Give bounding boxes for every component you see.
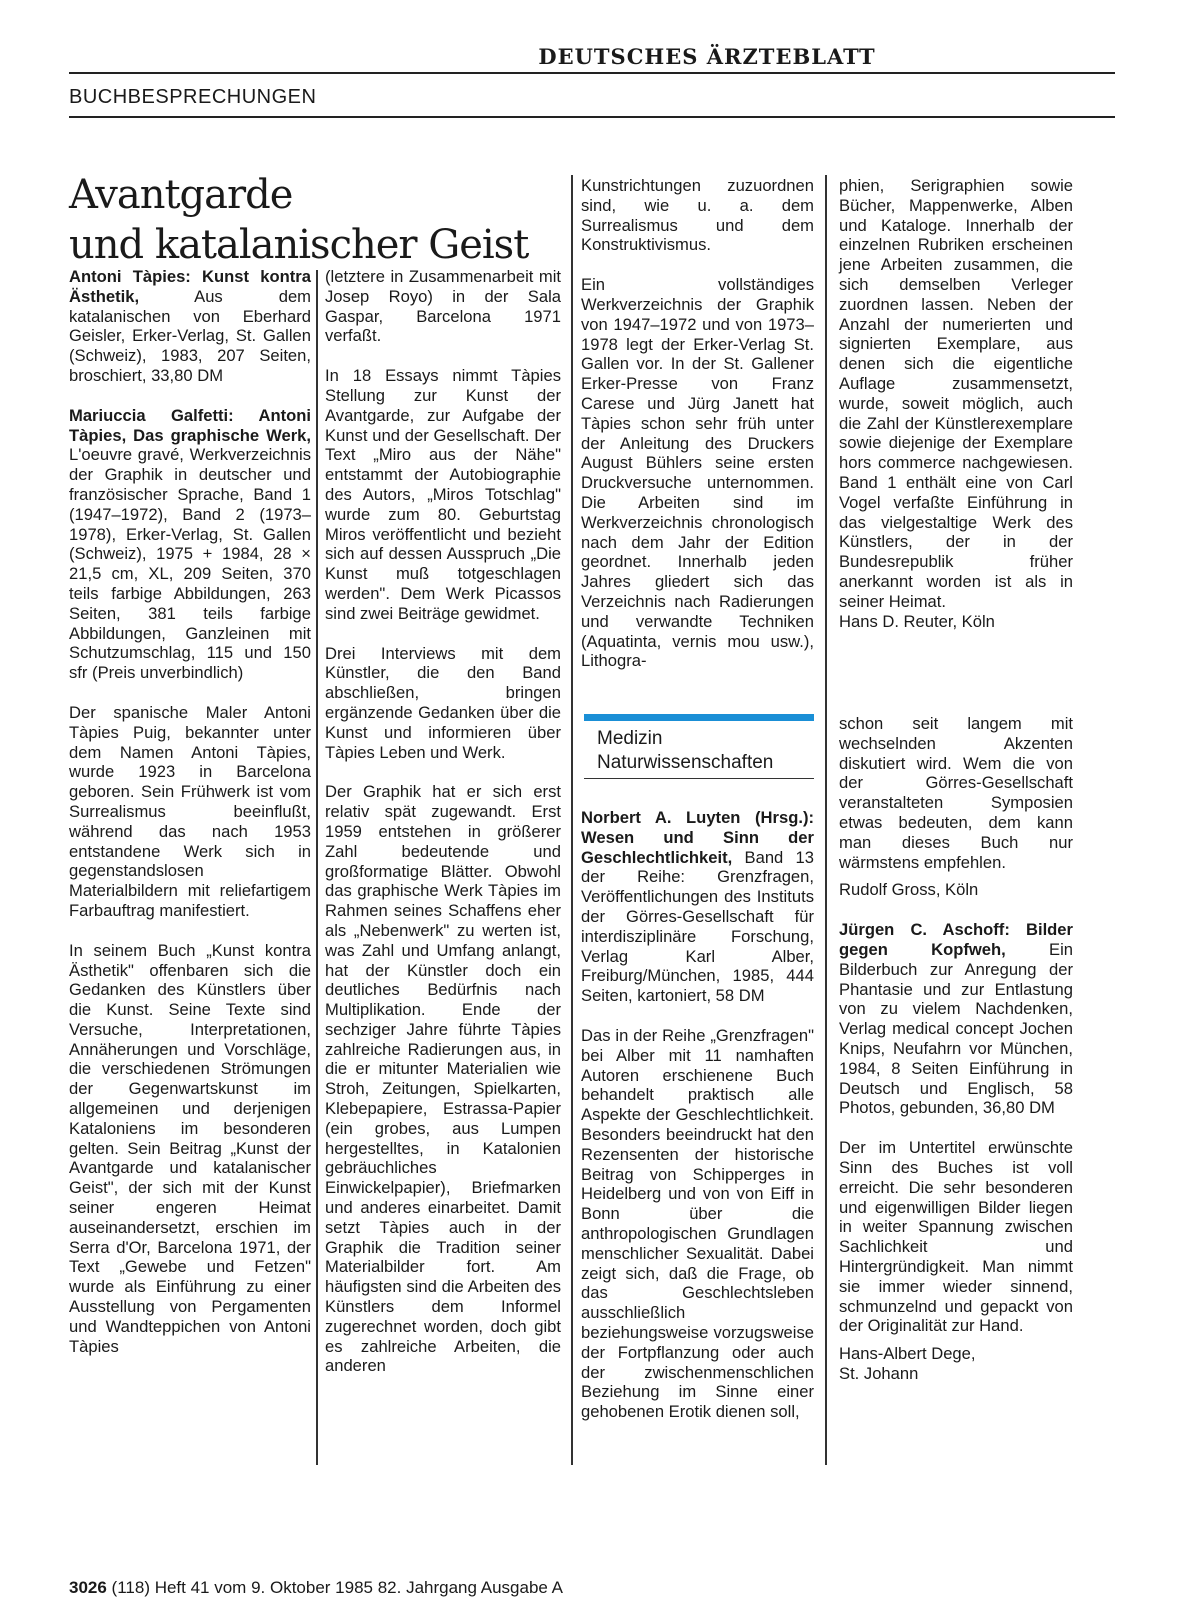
book-details: Band 13 der Reihe: Grenzfragen, Veröffentlichungen des Instituts der Görres-Gesellschaft für interdisziplinäre Forschung, Verlag Karl Alber, Freiburg/München, 1985, 444 Seiten, kartoniert, 58 DM: [581, 847, 814, 1006]
column-4: [839, 176, 1073, 651]
column-divider: [571, 175, 573, 1465]
title-line-1: Avantgarde: [69, 172, 293, 218]
book-details: Aus dem katalanischen von Eberhard Geisler, Erker-Verlag, St. Gallen (Schweiz), 1983, 207 Seiten, broschiert, 33,80 DM: [69, 286, 311, 385]
column-4-lower: [839, 714, 1073, 1384]
paragraph: Drei Interviews mit dem Künstler, die den Band abschließen, bringen ergänzende Gedanken über die Kunst und informieren über Tàpies Leben und Werk.: [325, 643, 561, 762]
column-1: [69, 267, 311, 1376]
paragraph: In 18 Essays nimmt Tàpies Stellung zur Kunst der Avantgarde, zur Aufgabe der Kunst und der Gesellschaft. Der Text „Miro aus der Nähe" entstammt der Autobiographie des Autors, „Miros Totschlag" wurde zum 80. Geburtstag Miros veröffentlicht und bezieht sich auf dessen Ausspruch „Die Kunst muß totgeschlagen werden". Dem Werk Picassos sind zwei Beiträge gewidmet.: [325, 366, 561, 623]
book-entry-luyten: [581, 808, 814, 1006]
paragraph: phien, Serigraphien sowie Bücher, Mappenwerke, Alben und Kataloge. Innerhalb der einzelnen Rubriken erscheinen jene Arbeiten zusammen, die sich demselben Verleger zuordnen lassen. Neben der Anzahl der numerierten und signierten Exemplare, aus denen sich die eigentliche Auflage zusammensetzt, wurde, soweit möglich, auch die Zahl der Künstlerexemplare sowie diejenige der Exemplare hors commerce nachgewiesen. Band 1 enthält eine von Carl Vogel verfaßte Einführung in das vielgestaltige Werk des Künstlers, der in der Bundesrepublik früher anerkannt worden ist als in seiner Heimat.: [839, 176, 1073, 611]
column-3-lower: [581, 808, 814, 1442]
masthead: DEUTSCHES ÄRZTEBLATT: [538, 44, 876, 69]
section-rule: [69, 116, 1115, 118]
section-box-bar: [584, 714, 814, 721]
book-title: Antoni Tàpies: Kunst kontra Ästhetik,: [69, 267, 311, 306]
section-box-line-1: Medizin: [597, 728, 663, 749]
review-author: Rudolf Gross, Köln: [839, 880, 979, 900]
article-title: [69, 170, 549, 270]
column-2: [325, 267, 561, 1396]
section-box-rule: [584, 778, 814, 779]
paragraph: In seinem Buch „Kunst kontra Ästhetik" offenbaren sich die Gedanken des Künstlers über die Kunst. Seine Texte sind Versuche, Interpretationen, Annäherungen und Vorschläge, die verschiedenen Strömungen der Gegenwartskunst im allgemeinen und derjenigen Kataloniens im besonderen gelten. Sein Beitrag „Kunst der Avantgarde und katalanischer Geist", der sich mit der Kunst seiner engeren Heimat auseinandersetzt, erschien im Serra d'Or, Barcelona 1971, der Text „Gewebe und Fetzen" wurde als Einführung zu einer Ausstellung von Pergamenten und Wandteppichen von Antoni Tàpies: [69, 940, 311, 1356]
paragraph: Das in der Reihe „Grenzfragen" bei Alber mit 11 namhaften Autoren erschienene Buch behandelt praktisch alle Aspekte der Geschlechtlichkeit. Besonders beeindruckt hat den Rezensenten der historische Beitrag von Schipperges in Heidelberg und von von Eiff in Bonn über die anthropologischen Grundlagen menschlicher Sexualität. Dabei zeigt sich, daß die Frage, ob das Geschlechtsleben ausschließlich beziehungsweise vorzugsweise der Fortpflanzung oder auch der zwischenmenschlichen Beziehung im Sinne einer gehobenen Erotik dienen soll,: [581, 1025, 814, 1422]
page-number: 3026: [69, 1578, 107, 1597]
paragraph: schon seit langem mit wechselnden Akzenten diskutiert wird. Wem die von der Görres-Gesellschaft veranstalteten Symposien etwas bedeuten, dem kann man dieses Buch nur wärmstens empfehlen.: [839, 714, 1073, 872]
title-line-2: und katalanischer Geist: [69, 222, 529, 268]
section-box: [597, 727, 817, 775]
book-details: L'oeuvre gravé, Werkverzeichnis der Graphik in deutscher und französischer Sprache, Band 1 (1947–1972), Band 2 (1973–1978), Erker-Verlag, St. Gallen (Schweiz), 1975 + 1984, 28 × 21,5 cm, XL, 209 Seiten, 370 teils farbige Abbildungen, 263 Seiten, 381 teils farbige Abbildungen, Ganzleinen mit Schutzumschlag, 115 und 150 sfr (Preis unverbindlich): [69, 445, 311, 683]
column-divider: [825, 175, 827, 1465]
review-author: Hans D. Reuter, Köln: [839, 611, 995, 631]
paragraph: Kunstrichtungen zuzuordnen sind, wie u. a. dem Surrealismus und dem Konstruktivismus.: [581, 176, 814, 255]
book-title: Mariuccia Galfetti: Antoni Tàpies, Das graphische Werk,: [69, 405, 311, 445]
book-entry-aschoff: [839, 920, 1073, 1118]
paragraph: Ein vollständiges Werkverzeichnis der Graphik von 1947–1972 und von 1973–1978 legt der Erker-Verlag St. Gallen vor. In der St. Gallener Erker-Presse von Franz Carese und Jürg Janett hat Tàpies schon sehr früh unter der Anleitung des Druckers August Bühlers seine ersten Druckversuche unternommen. Die Arbeiten sind im Werkverzeichnis chronologisch nach dem Jahr der Edition geordnet. Innerhalb jeden Jahres gliedert sich das Verzeichnis nach Radierungen und verwandte Techniken (Aquatinta, vernis mou usw.), Lithogra-: [581, 275, 814, 671]
paragraph: Der Graphik hat er sich erst relativ spät zugewandt. Erst 1959 entstehen in größerer Zahl bedeutende und großformatige Blätter. Obwohl das graphische Werk Tàpies im Rahmen seines Schaffens eher als „Nebenwerk" zu werten ist, was Zahl und Umfang anlangt, hat der Künstler doch ein deutliches Bedürfnis nach Multiplikation. Ende der sechziger Jahre führte Tàpies zahlreiche Radierungen aus, in die er mitunter Materialien wie Stroh, Zeitungen, Spielkarten, Klebepapiere, Estrassa-Papier (ein grobes, aus Lumpen hergestelltes, in Katalonien gebräuchliches Einwickelpapier), Briefmarken und anderes einarbeitet. Damit setzt Tàpies auch in der Graphik die Tradition seiner Materialbilder fort. Am häufigsten sind die Arbeiten des Künstlers dem Informel zugerechnet worden, doch gibt es zahlreiche Arbeiten, die anderen: [325, 782, 561, 1376]
issue-info: (118) Heft 41 vom 9. Oktober 1985 82. Jahrgang Ausgabe A: [106, 1578, 563, 1597]
book-details: Ein Bilderbuch zur Anregung der Phantasie und zur Entlastung von zu vielem Nachdenken, Verlag medical concept Jochen Knips, Neufahrn vor München, 1984, 8 Seiten Einführung in Deutsch und Englisch, 58 Photos, gebunden, 36,80 DM: [839, 939, 1074, 1118]
column-3: [581, 176, 814, 691]
page-footer: [69, 1578, 563, 1598]
review-author: Hans-Albert Dege,: [839, 1344, 976, 1364]
masthead-rule: [69, 72, 1115, 74]
column-divider: [316, 270, 318, 1465]
section-label: BUCHBESPRECHUNGEN: [69, 86, 317, 108]
book-title: Jürgen C. Aschoff: Bilder gegen Kopfweh,: [839, 920, 1073, 959]
book-title: Norbert A. Luyten (Hrsg.): Wesen und Sinn der Geschlechtlichkeit,: [581, 808, 814, 867]
book-entry-tapies: [69, 267, 311, 386]
paragraph: Der spanische Maler Antoni Tàpies Puig, bekannter unter dem Namen Antoni Tàpies, wurde 1923 in Barcelona geboren. Sein Frühwerk ist vom Surrealismus beeinflußt, während das nach 1953 entstandene Werk sich in gegenstandslosen Materialbildern mit reliefartigem Farbauftrag manifestiert.: [69, 702, 311, 920]
paragraph: (letztere in Zusammenarbeit mit Josep Royo) in der Sala Gaspar, Barcelona 1971 verfaßt.: [325, 267, 561, 346]
book-entry-galfetti: [69, 406, 311, 683]
review-author-place: St. Johann: [839, 1363, 919, 1383]
section-box-line-2: Naturwissenschaften: [597, 752, 774, 773]
paragraph: Der im Untertitel erwünschte Sinn des Buches ist voll erreicht. Die sehr besonderen und eigenwilligen Bilder liegen in weiter Spannung zwischen Sachlichkeit und Hintergründigkeit. Man nimmt sie immer wieder sinnend, schmunzelnd und gepackt von der Originalität zur Hand.: [839, 1138, 1073, 1336]
